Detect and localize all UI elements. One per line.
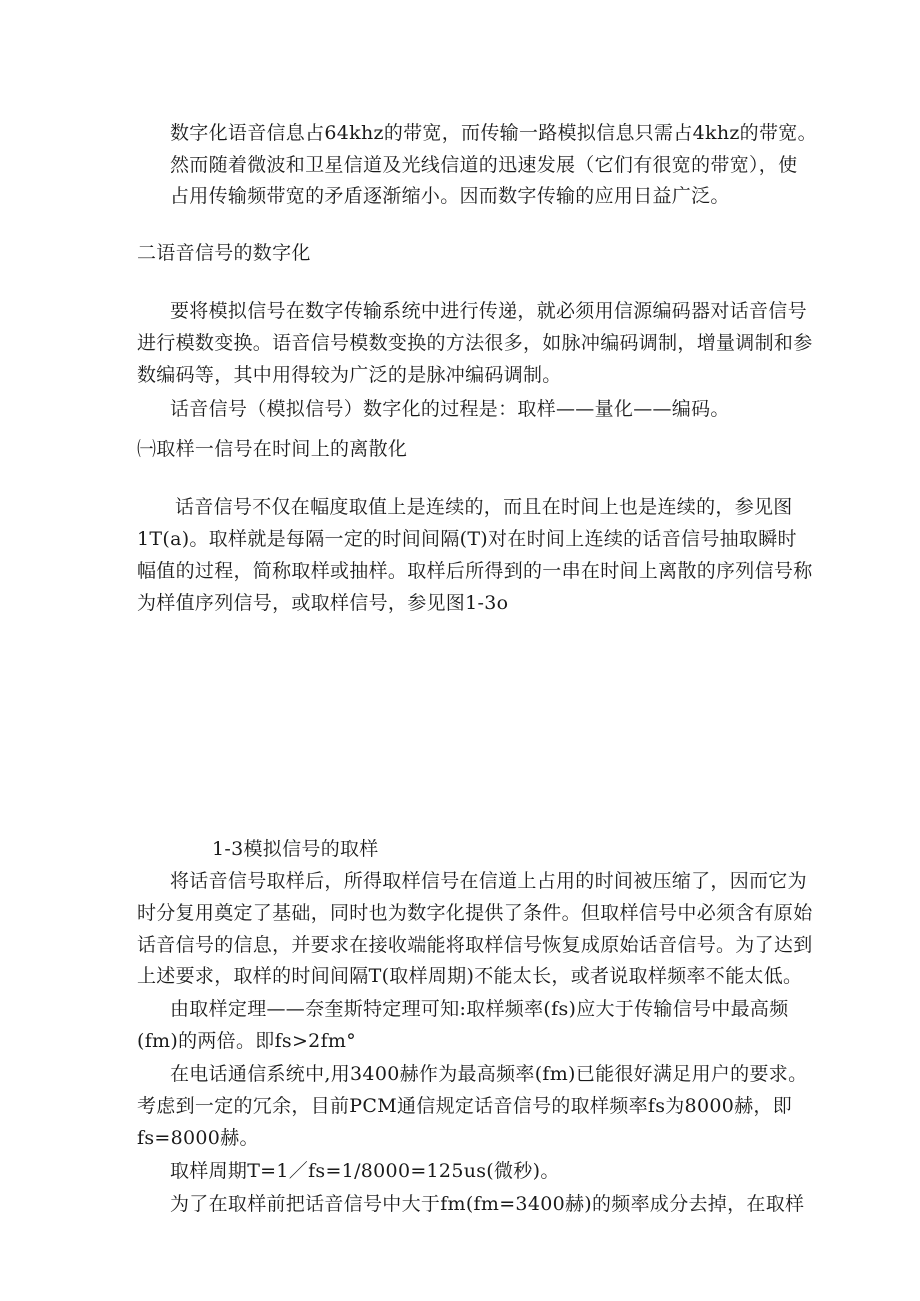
period-line: 取样周期T=1／fs=1/8000=125us(微秒)。 (170, 1160, 560, 1182)
nyquist-line-1: 由取样定理——奈奎斯特定理可知:取样频率(fs)应大于传输信号中最高频 (170, 998, 789, 1020)
phone-line-1: 在电话通信系统中,用3400赫作为最高频率(fm)已能很好满足用户的要求。 (170, 1063, 808, 1085)
nyquist-line-2: (fm)的两倍。即fs>2fm° (137, 1030, 357, 1052)
sampling-line-4: 为样值序列信号，或取样信号，参见图1-3o (137, 592, 509, 614)
sampling-line-2: 1T(a)。取样就是每隔一定的时间间隔(T)对在时间上连续的话音信号抽取瞬时 (137, 528, 797, 550)
figure-caption: 1-3模拟信号的取样 (212, 838, 379, 860)
tdm-line-4: 上述要求，取样的时间间隔T(取样周期)不能太长，或者说取样频率不能太低。 (137, 965, 803, 987)
sampling-line-3: 幅值的过程，简称取样或抽样。取样后所得到的一串在时间上离散的序列信号称 (137, 560, 813, 582)
conversion-line-3: 数编码等，其中用得较为广泛的是脉冲编码调制。 (137, 364, 562, 386)
conversion-line-1: 要将模拟信号在数字传输系统中进行传递，就必须用信源编码器对话音信号 (170, 300, 807, 322)
filter-line: 为了在取样前把话音信号中大于fm(fm=3400赫)的频率成分去掉，在取样 (170, 1193, 805, 1215)
intro-line-1: 数字化语音信息占64khz的带宽，而传输一路模拟信息只需占4khz的带宽。 (170, 122, 817, 144)
phone-line-2: 考虑到一定的冗余，目前PCM通信规定话音信号的取样频率fs为8000赫，即 (137, 1095, 793, 1117)
intro-line-3: 占用传输频带宽的矛盾逐渐缩小。因而数字传输的应用日益广泛。 (170, 185, 730, 207)
process-line: 话音信号（模拟信号）数字化的过程是：取样——量化——编码。 (170, 398, 730, 420)
subsection-title: ㈠取样一信号在时间上的离散化 (137, 438, 408, 460)
tdm-line-1: 将话音信号取样后，所得取样信号在信道上占用的时间被压缩了，因而它为 (170, 870, 807, 892)
tdm-line-3: 话音信号的信息，并要求在接收端能将取样信号恢复成原始话音信号。为了达到 (137, 934, 813, 956)
conversion-line-2: 进行模数变换。语音信号模数变换的方法很多，如脉冲编码调制，增量调制和参 (137, 332, 813, 354)
sampling-line-1: 话音信号不仅在幅度取值上是连续的，而且在时间上也是连续的，参见图 (175, 496, 793, 518)
intro-line-2: 然而随着微波和卫星信道及光线信道的迅速发展（它们有很宽的带宽），使 (170, 154, 798, 176)
section-title: 二语音信号的数字化 (137, 242, 311, 264)
phone-line-3: fs=8000赫。 (137, 1127, 259, 1149)
tdm-line-2: 时分复用奠定了基础，同时也为数字化提供了条件。但取样信号中必须含有原始 (137, 902, 813, 924)
figure-placeholder (137, 630, 787, 820)
